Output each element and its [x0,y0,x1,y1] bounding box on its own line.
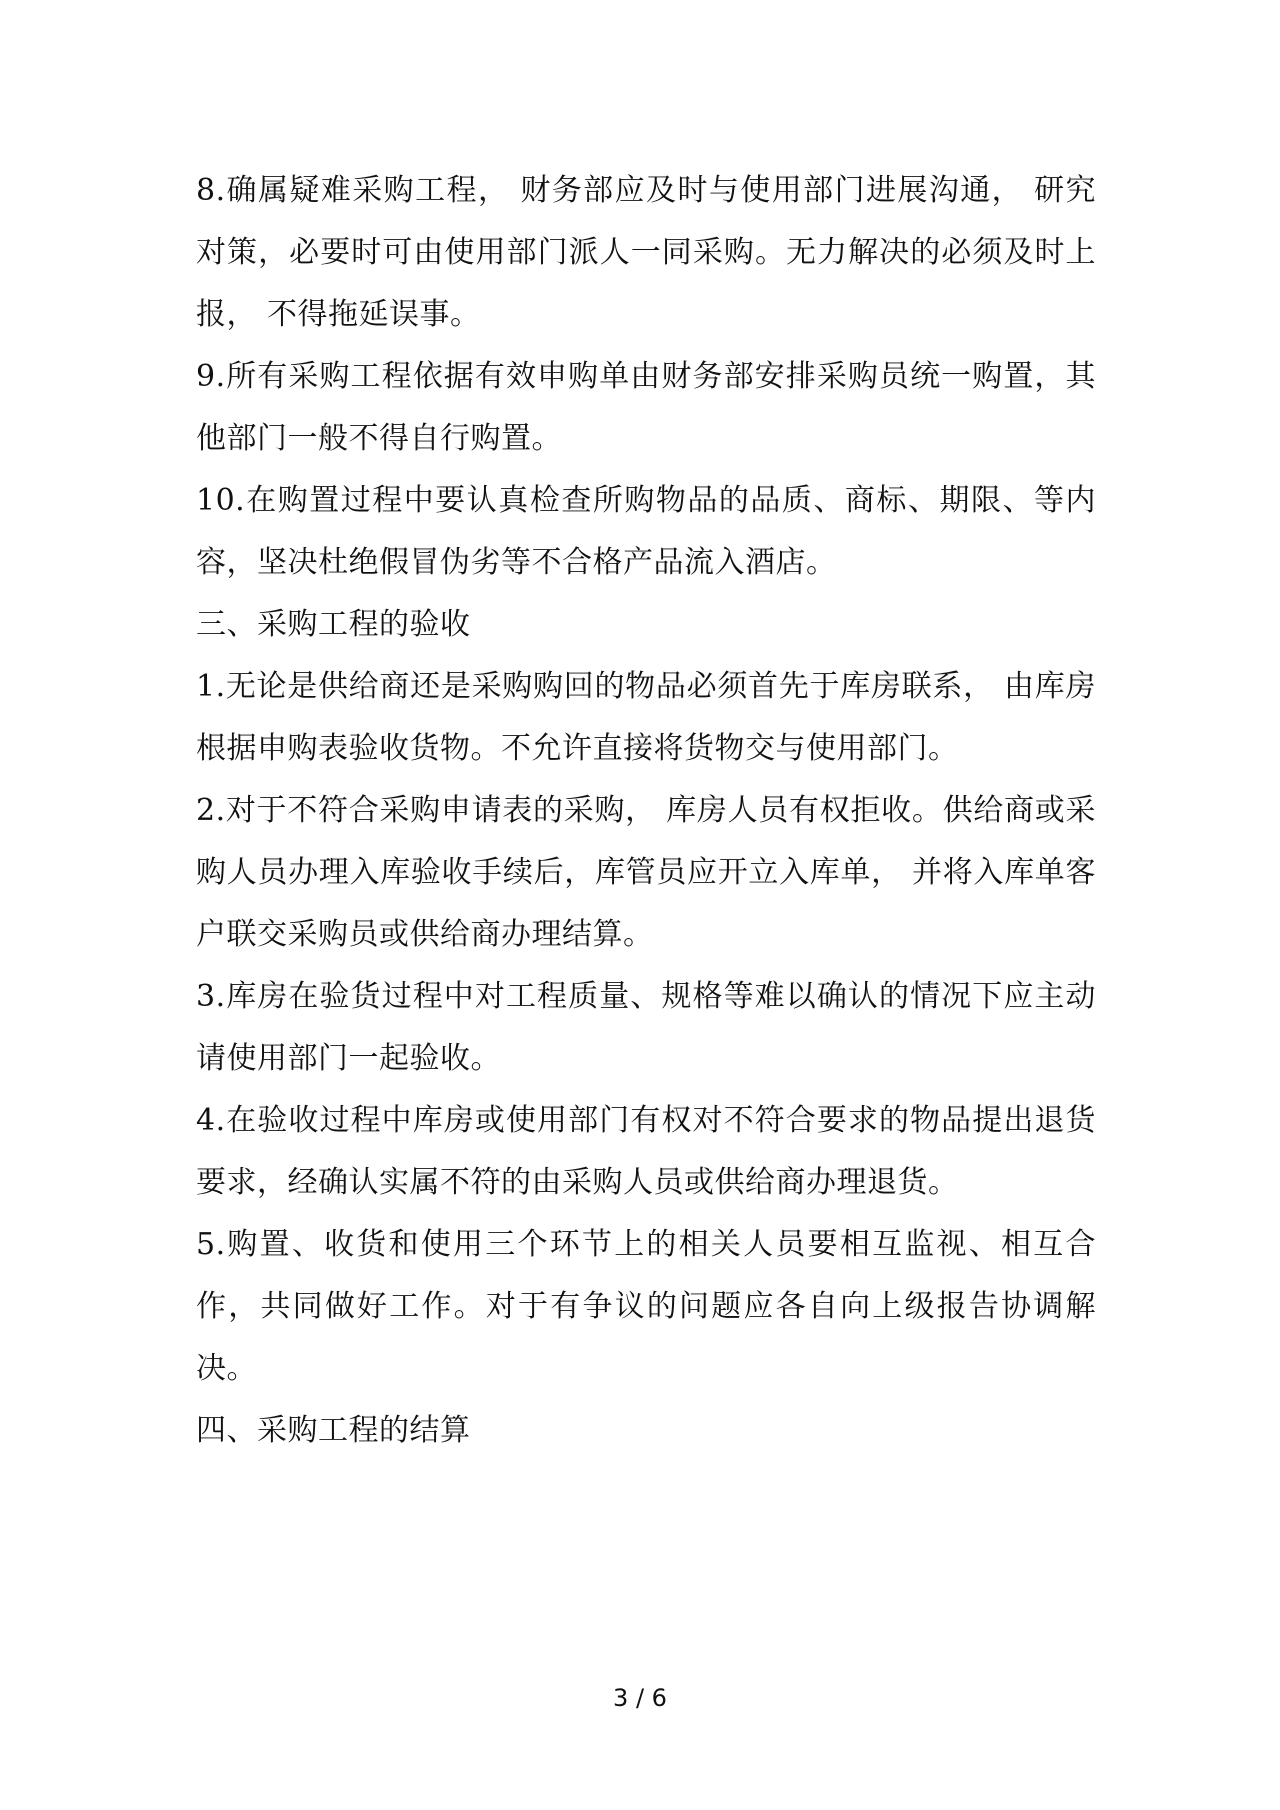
paragraph-item-9: 9.所有采购工程依据有效申购单由财务部安排采购员统一购置，其他部门一般不得自行购置。 [196,359,1096,456]
acceptance-item-3: 3.库房在验货过程中对工程质量、规格等难以确认的情况下应主动请使用部门一起验收。 [196,979,1096,1076]
acceptance-item-4: 4.在验收过程中库房或使用部门有权对不符合要求的物品提出退货要求，经确认实属不符的由采购人员或供给商办理退货。 [196,1103,1096,1200]
acceptance-item-5: 5.购置、收货和使用三个环节上的相关人员要相互监视、相互合作，共同做好工作。对于有争议的问题应各自向上级报告协调解决。 [196,1227,1096,1386]
acceptance-item-2: 2.对于不符合采购申请表的采购， 库房人员有权拒收。供给商或采购人员办理入库验收手续后，库管员应开立入库单， 并将入库单客户联交采购员或供给商办理结算。 [196,793,1096,952]
document-body [196,160,1096,1462]
section-heading-settlement: 四、采购工程的结算 [196,1413,471,1448]
acceptance-item-1: 1.无论是供给商还是采购购回的物品必须首先于库房联系， 由库房根据申购表验收货物。不允许直接将货物交与使用部门。 [196,669,1096,766]
section-heading-acceptance: 三、采购工程的验收 [196,607,471,642]
page-number: 3 / 6 [613,1684,667,1712]
paragraph-item-10: 10.在购置过程中要认真检查所购物品的品质、商标、期限、等内容，坚决杜绝假冒伪劣等不合格产品流入酒店。 [196,483,1096,580]
paragraph-item-8: 8.确属疑难采购工程， 财务部应及时与使用部门进展沟通， 研究对策，必要时可由使用部门派人一同采购。无力解决的必须及时上报， 不得拖延误事。 [196,173,1096,332]
